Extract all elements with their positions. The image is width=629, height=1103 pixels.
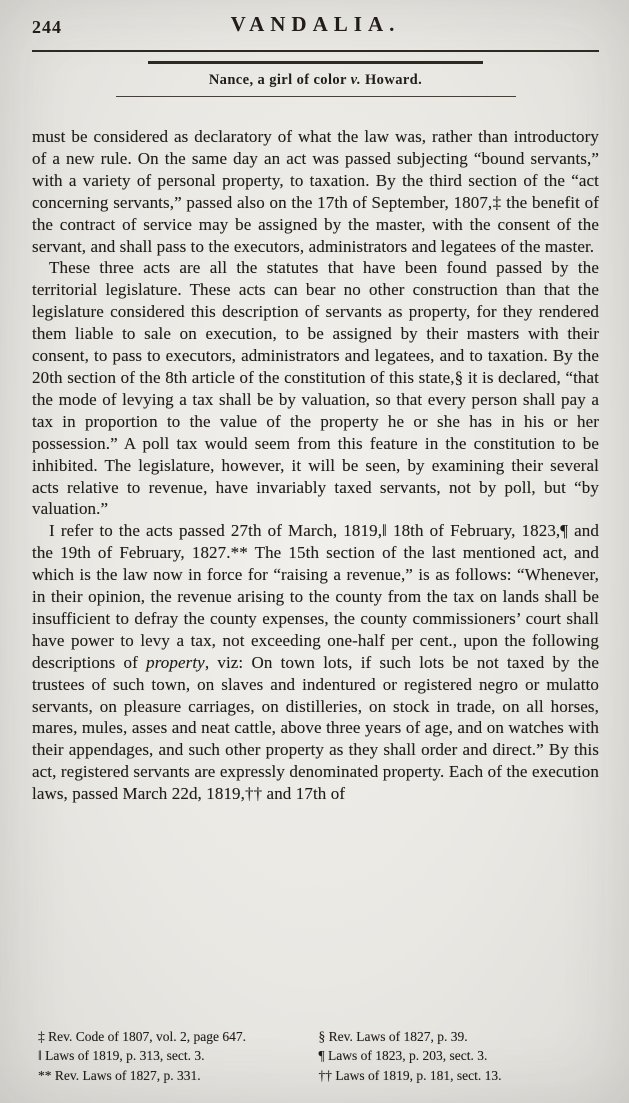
paragraph-3-italic-word: property (146, 652, 205, 672)
footnote: †† Laws of 1819, p. 181, sect. 13. (318, 1067, 502, 1083)
paragraph-3-text: I refer to the acts passed 27th of March, 1819,‖ 18th of February, 1823,¶ and the 19th of February, 1827.** The 15th section of the last mentioned act, and which is the law now in force for “raising a revenue,” is as follows: “Whenever, in their opinion, the revenue arising to the county from the tax on lands shall be insufficient to defray the county expenses, the county commissioners’ court shall have power to levy a tax, not exceeding one-half per cent., upon the following descriptions of (32, 521, 599, 672)
paragraph-1: must be considered as declaratory of what the law was, rather than introductory of a new rule. On the same day an act was passed subjecting “bound servants,” with a variety of personal property, to taxation. By the third section of the “act concerning servants,” passed also on the 17th of September, 1807,‡ the benefit of the contract of service may be assigned by the master, with the consent of the servant, and shall pass to the executors, administrators and legatees of the master. (32, 127, 599, 256)
case-title (32, 72, 599, 89)
page-header (32, 12, 599, 46)
footnote: § Rev. Laws of 1827, p. 39. (318, 1028, 468, 1044)
opinion-text (32, 126, 599, 805)
case-title-versus: v. (350, 72, 361, 88)
footnotes-left-column (38, 1027, 319, 1086)
footnote: ** Rev. Laws of 1827, p. 331. (38, 1067, 201, 1083)
case-rule-top (148, 61, 483, 64)
case-title-defendant: Howard. (360, 72, 423, 88)
page-number: 244 (32, 17, 62, 37)
footnotes-right-column (319, 1027, 600, 1086)
paragraph-3-text: , viz: On town lots, if such lots be not taxed by the trustees of such town, on slaves and indentured or registered negro or mulatto servants, on pleasure carriages, on distilleries, on stock in trade, on all horses, mares, mules, asses and neat cattle, above three years of age, and on watches with their appendages, and such other property as they shall order and direct.” By this act, registered servants are expressly denominated property. Each of the execution laws, passed March 22d, 1819,†† and 17th of (32, 652, 600, 804)
case-rule-bottom (116, 96, 516, 97)
paragraph-2: These three acts are all the statutes that have been found passed by the territorial legislature. These acts can bear no other construction than that the legislature considered this description of servants as property, for they rendered them liable to sale on execution, to be assigned by their masters with their consent, to pass to executors, administrators and legatees, and to taxation. By the 20th section of the 8th article of the constitution of this state,§ it is declared, “that the mode of levying a tax shall be by valuation, so that every person shall pay a tax in proportion to the value of the property he or she has in his or her possession.” A poll tax would seem from this feature in the constitution to be inhibited. The legislature, however, it will be seen, by examining their several acts relative to revenue, have invariably taxed servants, not by poll, but “by valuation.” (32, 258, 599, 519)
footnote: ‡ Rev. Code of 1807, vol. 2, page 647. (38, 1028, 246, 1044)
paragraph-3 (32, 520, 599, 805)
case-title-plaintiff: Nance, a girl of color (208, 72, 351, 88)
footnote: ¶ Laws of 1823, p. 203, sect. 3. (318, 1048, 488, 1063)
header-rule (32, 50, 599, 52)
footnotes (32, 1027, 599, 1088)
footnote: ‖ Laws of 1819, p. 313, sect. 3. (38, 1048, 205, 1063)
running-head: VANDALIA. (230, 12, 401, 36)
